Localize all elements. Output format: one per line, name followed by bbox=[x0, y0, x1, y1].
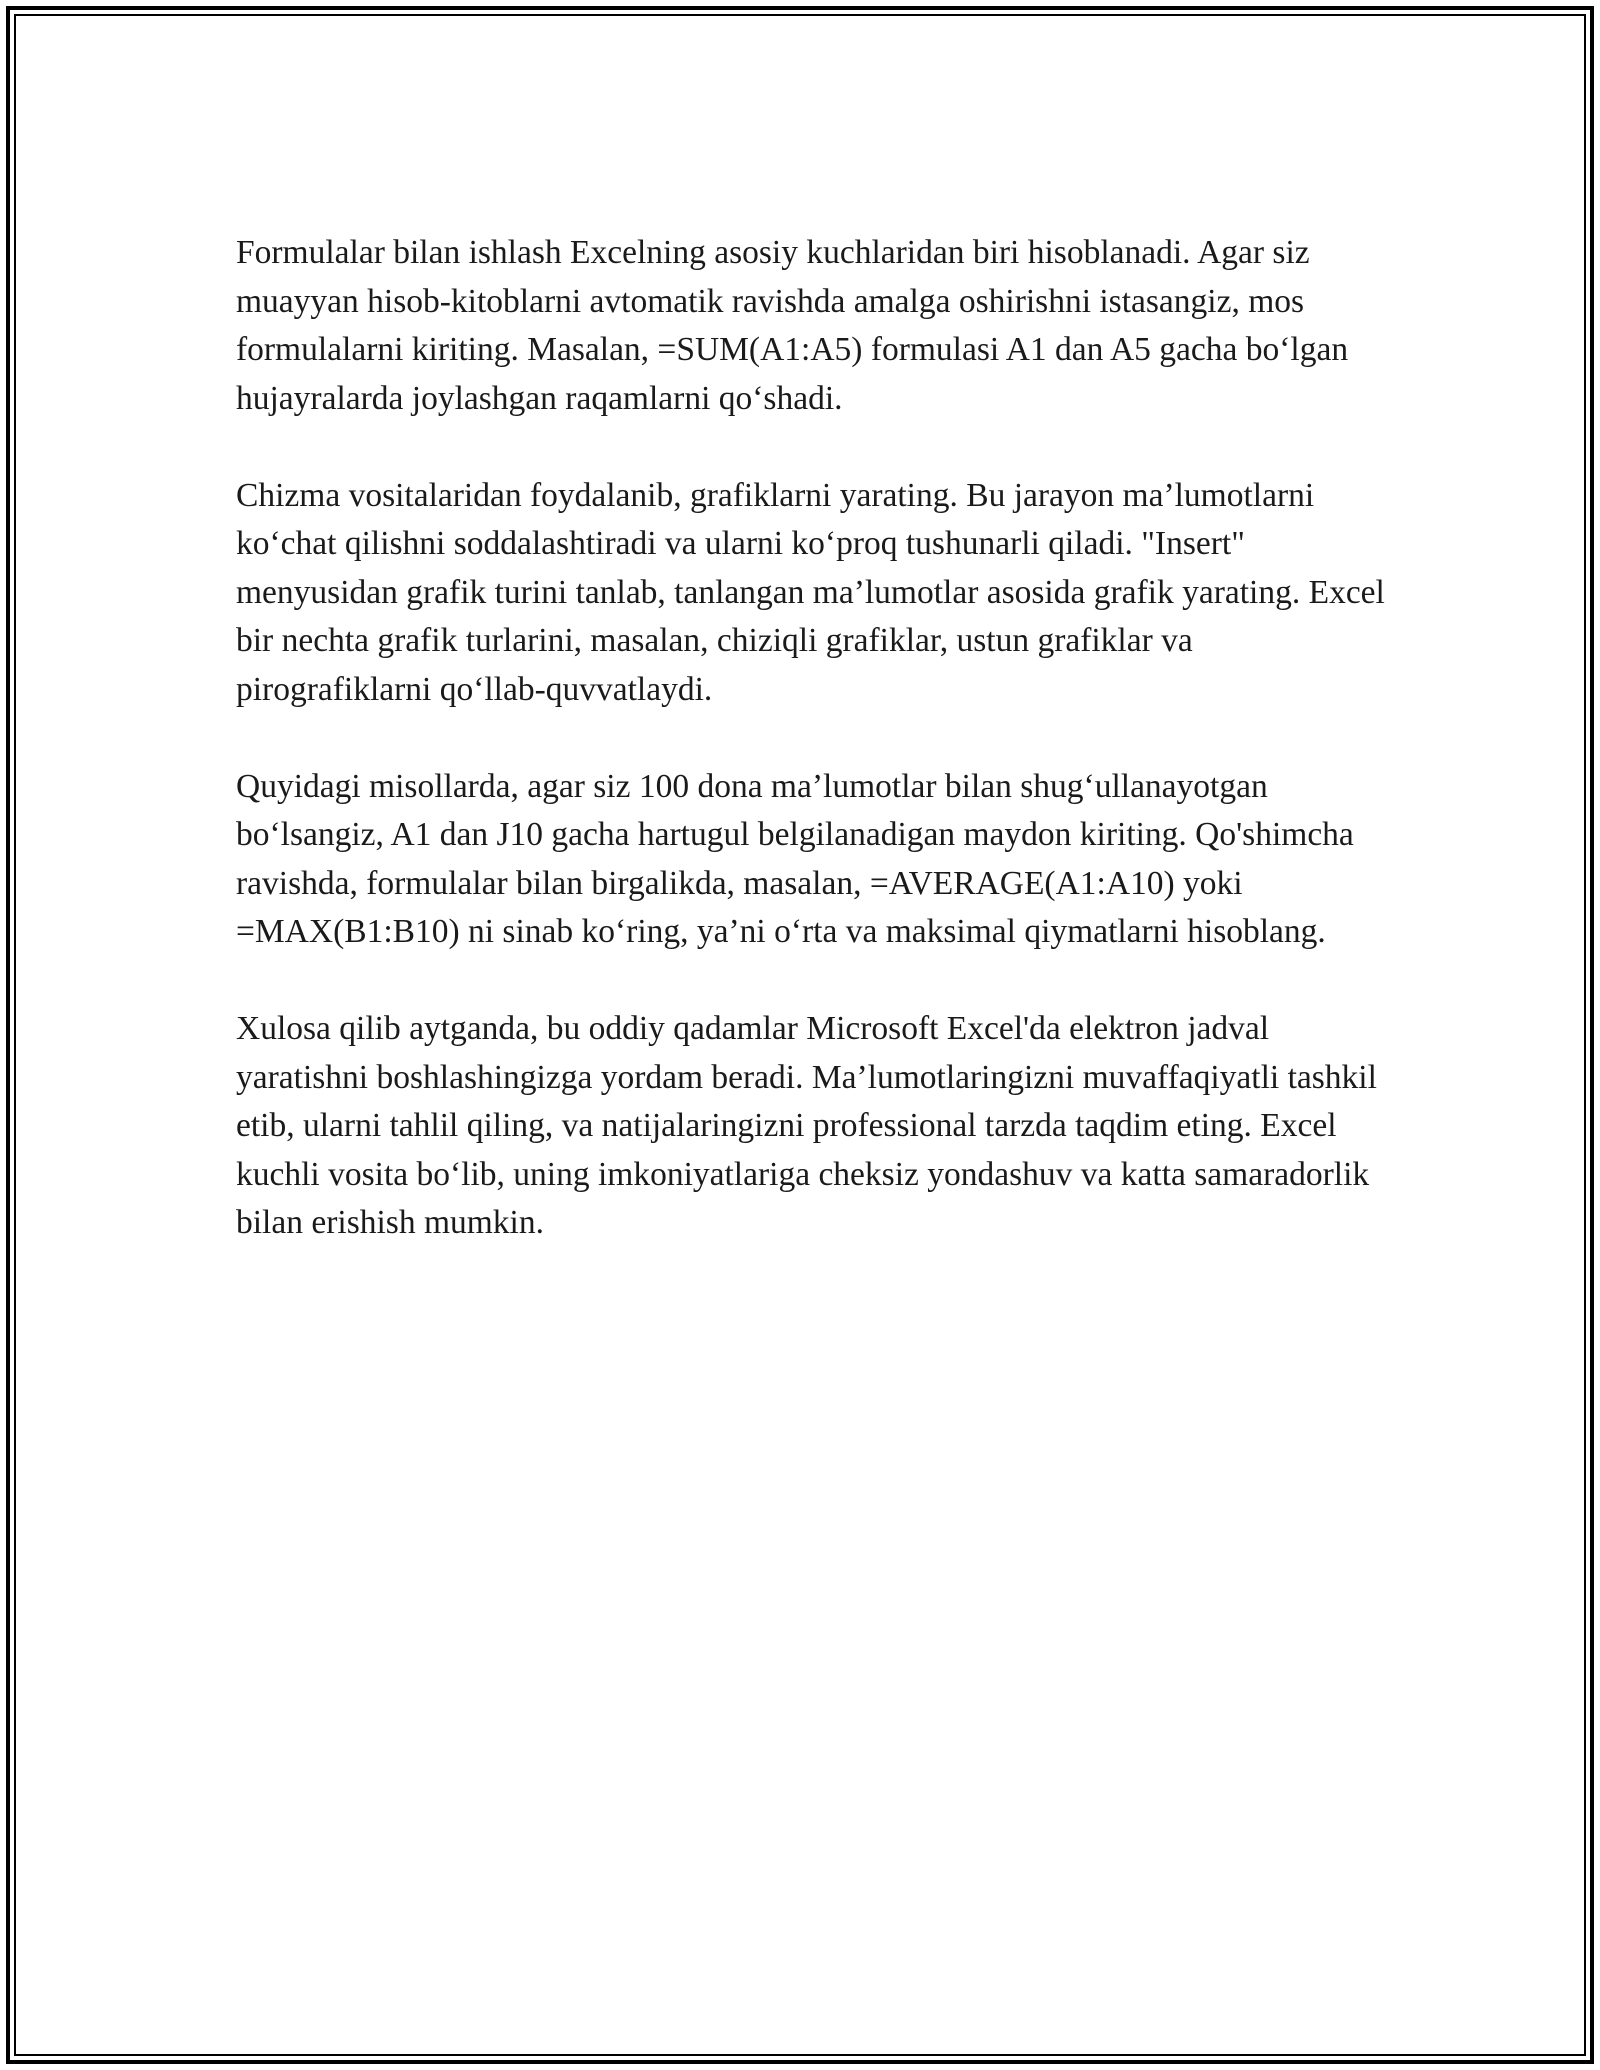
document-body bbox=[236, 229, 1386, 1296]
paragraph-formulas: Formulalar bilan ishlash Excelning asosiy kuchlaridan biri hisoblanadi. Agar siz muayyan hisob-kitoblarni avtomatik ravishda amalga oshirishni istasangiz, mos formulalarni kiriting. Masalan, =SUM(A1:A5) formulasi A1 dan A5 gacha bo‘lgan hujayralarda joylashgan raqamlarni qo‘shadi. bbox=[236, 234, 1349, 417]
paragraph-charts: Chizma vositalaridan foydalanib, grafiklarni yarating. Bu jarayon ma’lumotlarni ko‘chat qilishni soddalashtiradi va ularni ko‘proq tushunarli qiladi. "Insert" menyusidan grafik turini tanlab, tanlangan ma’lumotlar asosida grafik yarating. Excel bir nechta grafik turlarini, masalan, chiziqli grafiklar, ustun grafiklar va pirografiklarni qo‘llab-quvvatlaydi. bbox=[236, 476, 1385, 708]
paragraph-examples: Quyidagi misollarda, agar siz 100 dona ma’lumotlar bilan shug‘ullanayotgan bo‘lsangiz, A1 dan J10 gacha hartugul belgilanadigan maydon kiriting. Qo'shimcha ravishda, formulalar bilan birgalikda, masalan, =AVERAGE(A1:A10) yoki =MAX(B1:B10) ni sinab ko‘ring, ya’ni o‘rta va maksimal qiymatlarni hisoblang. bbox=[236, 767, 1354, 950]
paragraph-conclusion: Xulosa qilib aytganda, bu oddiy qadamlar Microsoft Excel'da elektron jadval yaratishni boshlashingizga yordam beradi. Ma’lumotlaringizni muvaffaqiyatli tashkil etib, ularni tahlil qiling, va natijalaringizni professional tarzda taqdim eting. Excel kuchli vosita bo‘lib, uning imkoniyatlariga cheksiz yondashuv va katta samaradorlik bilan erishish mumkin. bbox=[236, 1010, 1377, 1241]
